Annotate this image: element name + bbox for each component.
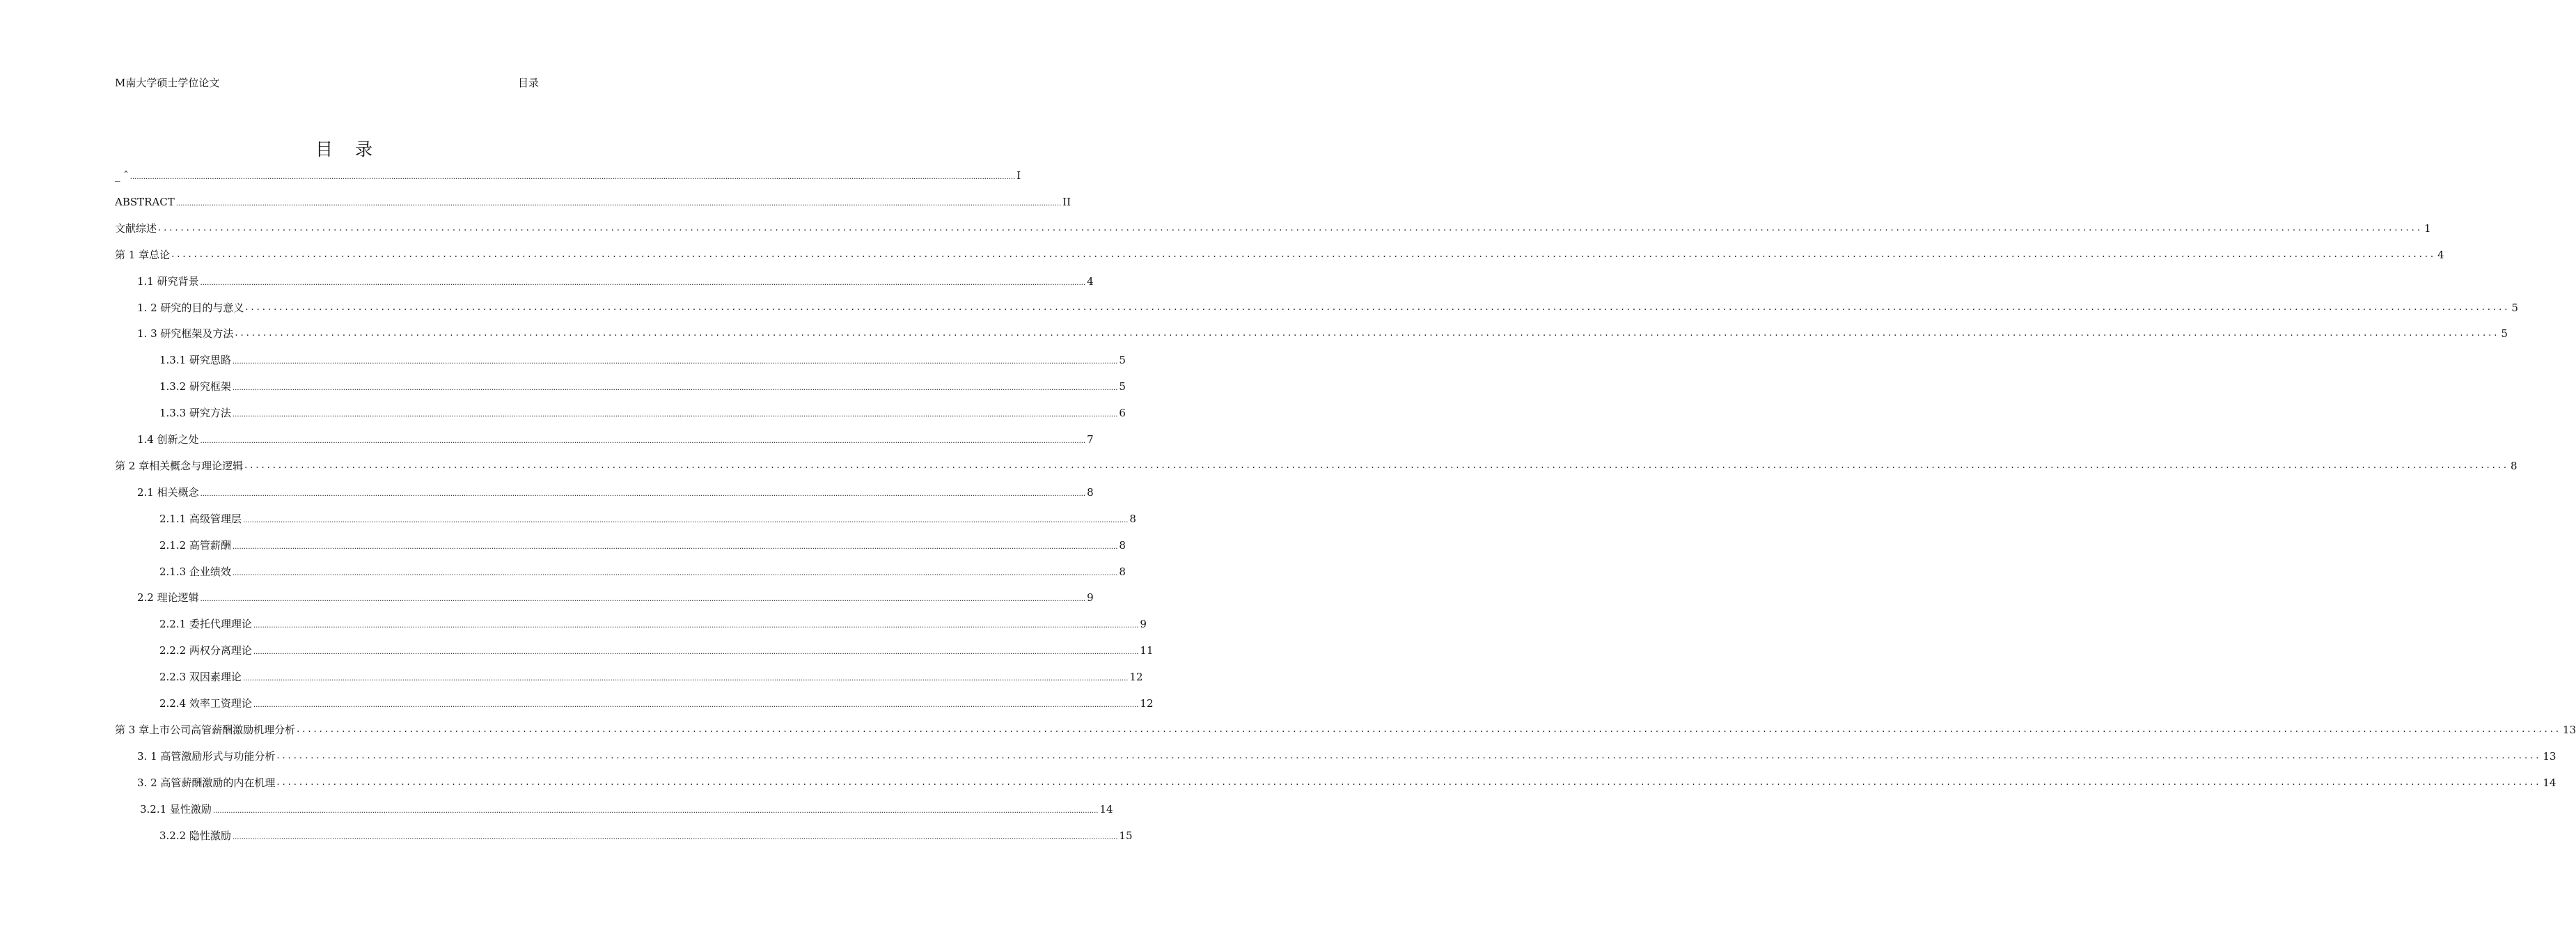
toc-entry-page-number: 6	[1119, 407, 1126, 420]
toc-entry[interactable]	[159, 378, 1126, 393]
dot-leader: ................................................................................................................................................................................................................................................................................................................................................................................................................	[297, 724, 2562, 735]
dot-leader: ................................................................................................................................................................................................................................................................................................................................................................................................................	[200, 595, 1086, 604]
toc-entry[interactable]	[115, 458, 2518, 473]
toc-entry-label: 1.1 研究背景	[137, 274, 199, 288]
toc-entry-label: 2.2.2 两权分离理论	[159, 644, 252, 657]
toc-entry-page-number: 12	[1140, 697, 1154, 710]
toc-entry-label: 2.2 理论逻辑	[137, 591, 199, 604]
dot-leader: ................................................................................................................................................................................................................................................................................................................................................................................................................	[200, 279, 1086, 287]
toc-entry-page-number: 14	[2543, 776, 2557, 789]
toc-entry[interactable]	[159, 537, 1126, 552]
dot-leader: ................................................................................................................................................................................................................................................................................................................................................................................................................	[242, 516, 1129, 524]
toc-entry[interactable]	[115, 167, 1021, 182]
toc-entry[interactable]	[137, 325, 2508, 341]
toc-entry[interactable]	[137, 484, 1094, 499]
dot-leader: ................................................................................................................................................................................................................................................................................................................................................................................................................	[276, 750, 2542, 761]
toc-entry-label: 第 1 章总论	[115, 248, 171, 261]
toc-entry-page-number: 5	[2501, 327, 2508, 341]
toc-entry-label: 1.3.2 研究框架	[159, 380, 231, 393]
running-header-section: 目录	[518, 77, 540, 89]
toc-entry[interactable]	[159, 352, 1126, 367]
dot-leader: ................................................................................................................................................................................................................................................................................................................................................................................................................	[253, 701, 1139, 709]
toc-entry[interactable]	[137, 748, 2557, 763]
toc-entry-page-number: 8	[1129, 512, 1136, 525]
toc-entry-label: 3. 1 高管激励形式与功能分析	[137, 749, 276, 763]
toc-entry-label: 1.3.1 研究思路	[159, 354, 231, 367]
toc-entry-page-number: 12	[1129, 671, 1143, 684]
toc-entry[interactable]	[137, 774, 2557, 790]
toc-entry-page-number: 13	[2543, 749, 2557, 763]
toc-entry-label: 3. 2 高管薪酬激励的内在机理	[137, 776, 276, 789]
toc-entry-label: ABSTRACT	[115, 195, 175, 208]
dot-leader: ................................................................................................................................................................................................................................................................................................................................................................................................................	[253, 648, 1139, 657]
toc-entry-page-number: I	[1016, 169, 1021, 182]
toc-entry-label: 3.2.2 隐性激励	[159, 829, 231, 842]
toc-entry-page-number: 1	[2424, 221, 2431, 235]
toc-entry-label: 第 2 章相关概念与理论逻辑	[115, 459, 244, 472]
toc-entry[interactable]	[159, 510, 1136, 526]
dot-leader: ................................................................................................................................................................................................................................................................................................................................................................................................................	[276, 777, 2542, 788]
dot-leader: ................................................................................................................................................................................................................................................................................................................................................................................................................	[200, 490, 1086, 498]
toc-entry[interactable]	[159, 642, 1154, 657]
toc-entry[interactable]	[137, 589, 1094, 604]
toc-entry-page-number: 4	[2437, 248, 2444, 261]
toc-entry-label: 1.4 创新之处	[137, 433, 199, 446]
toc-entry-label: 2.2.3 双因素理论	[159, 671, 242, 684]
toc-entry-page-number: 8	[1119, 538, 1126, 552]
toc-entry-label: 2.1 相关概念	[137, 485, 199, 499]
toc-entry-label: 2.1.1 高级管理层	[159, 512, 242, 525]
toc-entry-label: 1. 2 研究的目的与意义	[137, 301, 244, 314]
toc-entry-label: 1. 3 研究框架及方法	[137, 327, 234, 341]
toc-entry-label: 3.2.1 显性激励	[140, 802, 212, 816]
toc-entry-page-number: 14	[1099, 802, 1113, 816]
toc-entry-page-number: 5	[1119, 380, 1126, 393]
toc-entry[interactable]	[140, 801, 1113, 816]
toc-entry-page-number: 15	[1119, 829, 1133, 842]
dot-leader: ................................................................................................................................................................................................................................................................................................................................................................................................................	[232, 358, 1118, 366]
toc-entry[interactable]	[159, 695, 1154, 710]
dot-leader: ................................................................................................................................................................................................................................................................................................................................................................................................................	[245, 302, 2511, 313]
toc-entry-page-number: 5	[2511, 301, 2518, 314]
dot-leader: ................................................................................................................................................................................................................................................................................................................................................................................................................	[129, 173, 1016, 181]
dot-leader: ................................................................................................................................................................................................................................................................................................................................................................................................................	[235, 328, 2500, 339]
toc-entry-page-number: 9	[1087, 591, 1094, 604]
toc-entry-page-number: 11	[1140, 644, 1154, 657]
toc-entry-page-number: 5	[1119, 354, 1126, 367]
page-title: 目 录	[315, 139, 381, 159]
toc-entry[interactable]	[159, 669, 1143, 684]
dot-leader: ................................................................................................................................................................................................................................................................................................................................................................................................................	[232, 569, 1118, 577]
toc-entry-page-number: 8	[2511, 459, 2518, 472]
toc-entry[interactable]	[159, 405, 1126, 420]
toc-entry-page-number: 13	[2563, 723, 2576, 736]
dot-leader: ................................................................................................................................................................................................................................................................................................................................................................................................................	[200, 437, 1086, 445]
toc-entry[interactable]	[137, 431, 1094, 446]
toc-entry[interactable]	[137, 299, 2518, 315]
dot-leader: ................................................................................................................................................................................................................................................................................................................................................................................................................	[175, 199, 1062, 208]
dot-leader: ................................................................................................................................................................................................................................................................................................................................................................................................................	[253, 622, 1139, 630]
toc-entry[interactable]	[115, 220, 2431, 235]
dot-leader: ................................................................................................................................................................................................................................................................................................................................................................................................................	[232, 543, 1118, 551]
toc-entry-page-number: 9	[1140, 618, 1147, 631]
toc-entry-label: _ ˆ	[115, 169, 129, 182]
dot-leader: ................................................................................................................................................................................................................................................................................................................................................................................................................	[171, 249, 2437, 260]
toc-entry[interactable]	[159, 827, 1133, 843]
toc-entry[interactable]	[159, 616, 1147, 631]
toc-entry-label: 2.2.4 效率工资理论	[159, 697, 252, 710]
toc-entry[interactable]	[115, 722, 2576, 737]
toc-entry-page-number: 8	[1119, 565, 1126, 578]
toc-entry-page-number: 4	[1087, 274, 1094, 288]
dot-leader: ................................................................................................................................................................................................................................................................................................................................................................................................................	[158, 222, 2423, 233]
toc-entry[interactable]	[115, 247, 2444, 262]
toc-entry[interactable]	[115, 194, 1071, 209]
dot-leader: ................................................................................................................................................................................................................................................................................................................................................................................................................	[244, 460, 2510, 471]
toc-entry-label: 第 3 章上市公司高管薪酬激励机理分析	[115, 723, 296, 736]
dot-leader: ................................................................................................................................................................................................................................................................................................................................................................................................................	[242, 675, 1129, 683]
dot-leader: ................................................................................................................................................................................................................................................................................................................................................................................................................	[232, 833, 1118, 841]
toc-entry[interactable]	[159, 563, 1126, 579]
toc-entry-label: 1.3.3 研究方法	[159, 407, 231, 420]
toc-entry-page-number: II	[1062, 195, 1071, 208]
dot-leader: ................................................................................................................................................................................................................................................................................................................................................................................................................	[232, 384, 1118, 393]
toc-entry-label: 2.2.1 委托代理理论	[159, 618, 252, 631]
running-header-title: M南大学硕士学位论文	[115, 77, 220, 89]
toc-entry-label: 2.1.2 高管薪酬	[159, 538, 231, 552]
toc-entry-label: 文献综述	[115, 221, 157, 235]
toc-entry-page-number: 8	[1087, 485, 1094, 499]
dot-leader: ................................................................................................................................................................................................................................................................................................................................................................................................................	[212, 806, 1099, 815]
dot-leader: ................................................................................................................................................................................................................................................................................................................................................................................................................	[232, 411, 1118, 419]
toc-entry-label: 2.1.3 企业绩效	[159, 565, 231, 578]
toc-entry[interactable]	[137, 273, 1094, 288]
toc-entry-page-number: 7	[1087, 433, 1094, 446]
